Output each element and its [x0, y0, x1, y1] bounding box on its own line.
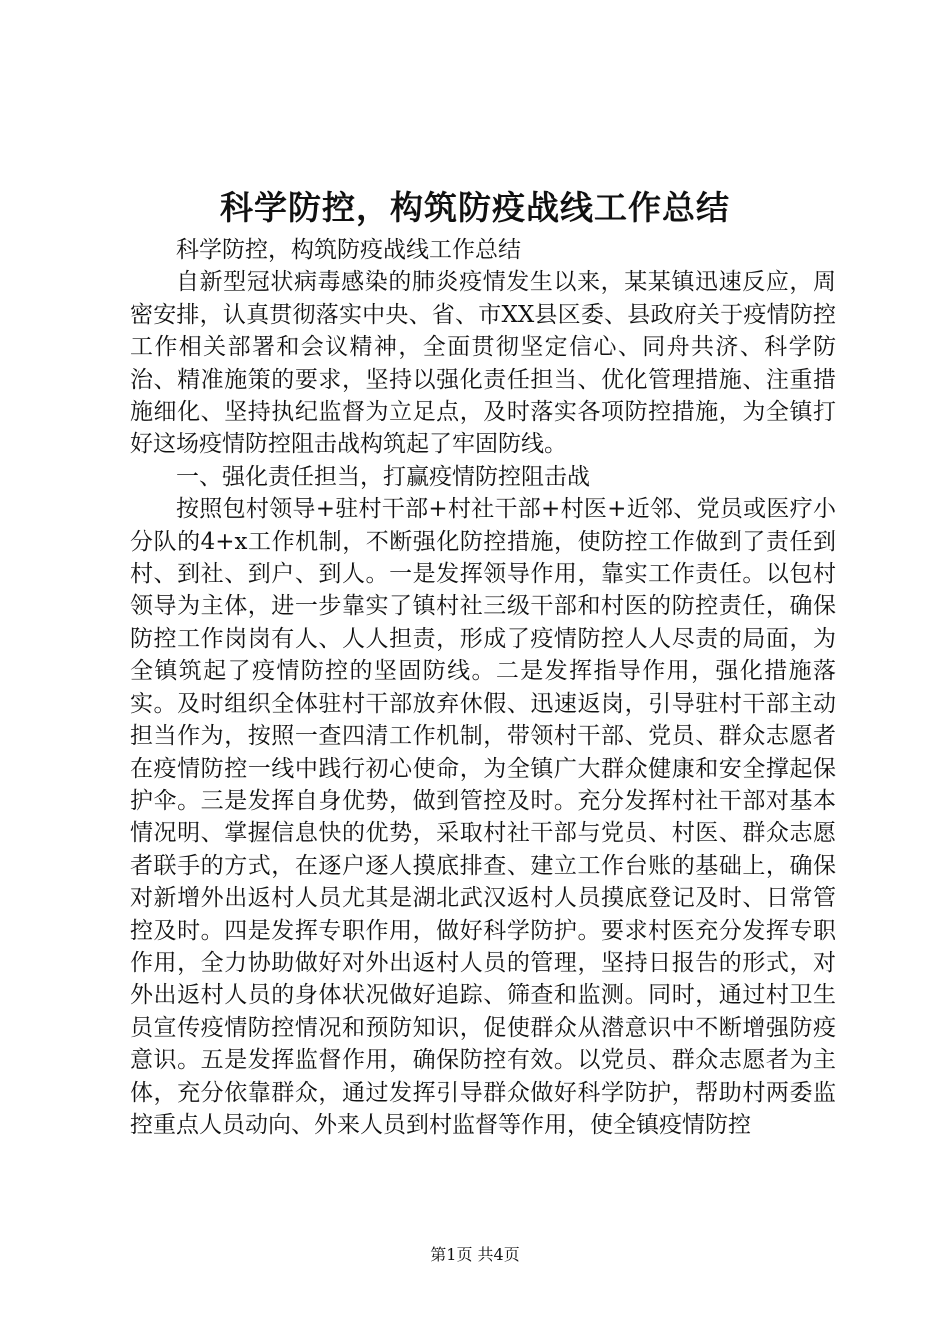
- document-title: 科学防控，构筑防疫战线工作总结: [220, 188, 730, 227]
- paragraph-section-1: 按照包村领导+驻村干部+村社干部+村医+近邻、党员或医疗小分队的4+x工作机制，不断强化防控措施，使防控工作做到了责任到村、到社、到户、到人。一是发挥领导作用，靠实工作责任。以包村领导为主体，进一步靠实了镇村社三级干部和村医的防控责任，确保防控工作岗岗有人、人人担责，形成了疫情防控人人尽责的局面，为全镇筑起了疫情防控的坚固防线。二是发挥指导作用，强化措施落实。及时组织全体驻村干部放弃休假、迅速返岗，引导驻村干部主动担当作为，按照一查四清工作机制，带领村干部、党员、群众志愿者在疫情防控一线中践行初心使命，为全镇广大群众健康和安全撑起保护伞。三是发挥自身优势，做到管控及时。充分发挥村社干部对基本情况明、掌握信息快的优势，采取村社干部与党员、村医、群众志愿者联手的方式，在逐户逐人摸底排查、建立工作台账的基础上，确保对新增外出返村人员尤其是湖北武汉返村人员摸底登记及时、日常管控及时。四是发挥专职作用，做好科学防护。要求村医充分发挥专职作用，全力协助做好对外出返村人员的管理，坚持日报告的形式，对外出返村人员的身体状况做好追踪、筛查和监测。同时，通过村卫生员宣传疫情防控情况和预防知识，促使群众从潜意识中不断增强防疫意识。五是发挥监督作用，确保防控有效。以党员、群众志愿者为主体，充分依靠群众，通过发挥引导群众做好科学防护，帮助村两委监控重点人员动向、外来人员到村监督等作用，使全镇疫情防控: [130, 496, 836, 1138]
- paragraph-subtitle: 科学防控，构筑防疫战线工作总结: [176, 237, 521, 263]
- paragraph-intro: 自新型冠状病毒感染的肺炎疫情发生以来，某某镇迅速反应，周密安排，认真贯彻落实中央、省、市XX县区委、县政府关于疫情防控工作相关部署和会议精神，全面贯彻坚定信心、同舟共济、科学防治、精准施策的要求，坚持以强化责任担当、优化管理措施、注重措施细化、坚持执纪监督为立足点，及时落实各项防控措施，为全镇打好这场疫情防控阻击战构筑起了牢固防线。: [130, 269, 836, 458]
- section-heading: 一、强化责任担当，打赢疫情防控阻击战: [176, 463, 590, 490]
- document-body: [130, 234, 836, 1141]
- page-number-footer: 第1页 共4页: [430, 1245, 520, 1264]
